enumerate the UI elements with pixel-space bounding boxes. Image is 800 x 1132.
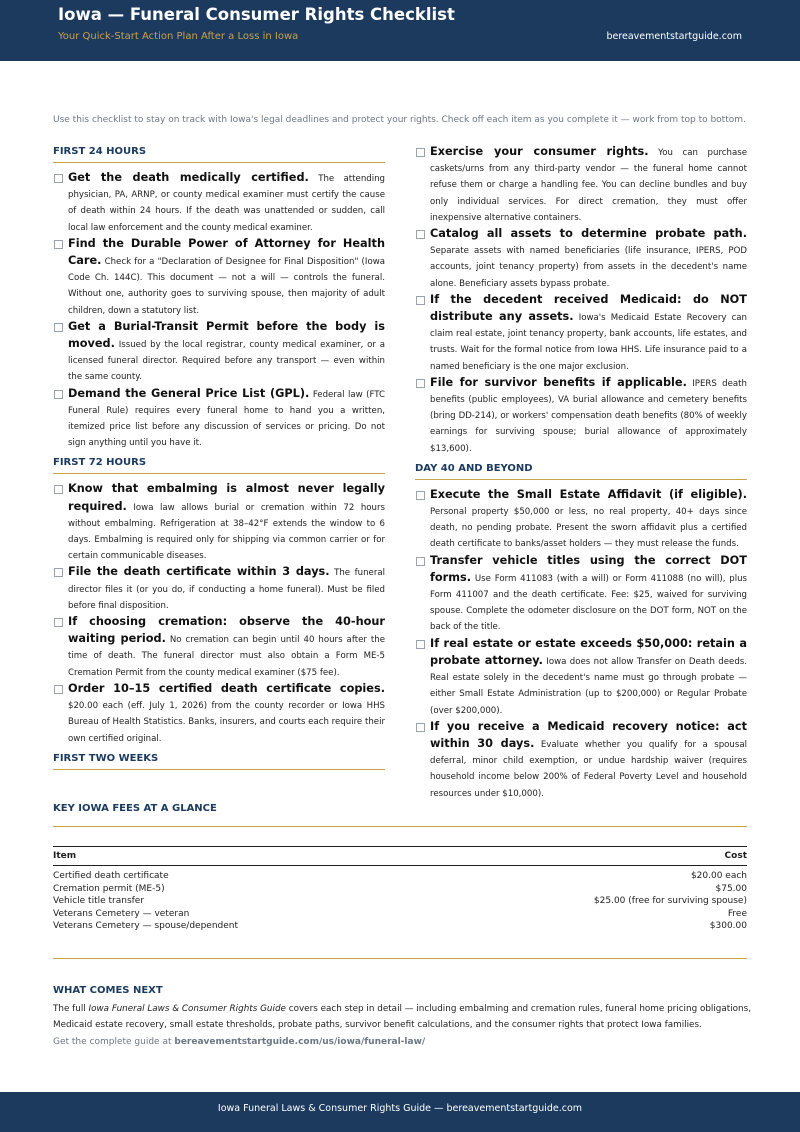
checkbox[interactable] xyxy=(416,640,425,649)
fees-section-title: KEY IOWA FEES AT A GLANCE xyxy=(53,803,217,814)
checklist-item xyxy=(53,170,385,236)
checkbox[interactable] xyxy=(54,485,63,494)
checklist-first-two-weeks xyxy=(415,144,747,457)
next-section-title: WHAT COMES NEXT xyxy=(53,985,163,996)
checklist-item-text: IPERS death benefits (public employees), VA burial allowance and cemetery benefits (bring DD-214), or workers' compensation death benefits (80% of weekly earnings for surviving spouse; burial allowance of approximately $13,600). xyxy=(430,378,747,454)
fees-table-header xyxy=(53,847,747,866)
checkbox[interactable] xyxy=(416,557,425,566)
checkbox[interactable] xyxy=(416,491,425,500)
section-divider xyxy=(53,958,747,959)
checklist-item xyxy=(53,481,385,564)
checklist-item xyxy=(415,636,747,719)
checkbox[interactable] xyxy=(54,685,63,694)
checklist-day-40-and-beyond xyxy=(415,487,747,802)
checklist-item-heading: Execute the Small Estate Affidavit (if eligible). xyxy=(430,487,747,501)
checklist-item-heading: Find the Durable Power of Attorney for Health Care. xyxy=(68,236,385,268)
checklist-item-text: Separate assets with named beneficiaries (life insurance, IPERS, POD accounts, joint tenancy property) from assets in the decedent's name alone. Beneficiary assets bypass probate. xyxy=(430,246,747,289)
fee-cost: $25.00 (free for surviving spouse) xyxy=(593,896,747,906)
checklist-item-heading: If real estate or estate exceeds $50,000: retain a probate attorney. xyxy=(430,636,747,667)
checklist-item xyxy=(415,226,747,292)
checklist-item-heading: If choosing cremation: observe the 40-hour waiting period. xyxy=(68,615,385,646)
footer-bar xyxy=(0,1092,800,1132)
checklist-item-heading: Transfer vehicle titles using the correct DOT forms. xyxy=(430,553,747,584)
checklist-item-text: You can purchase caskets/urns from any third-party vendor — the funeral home cannot refuse them or charge a handling fee. You can decline bundles and buy only individual services. For direct cremation, they must offer inexpensive alternative containers. xyxy=(430,148,747,223)
fee-cost: $300.00 xyxy=(709,921,747,931)
checklist-item xyxy=(415,375,747,457)
section-title-first-72-hours: FIRST 72 HOURS xyxy=(53,457,147,469)
checklist-item xyxy=(53,319,385,386)
checklist-item xyxy=(415,144,747,226)
table-row xyxy=(53,866,747,883)
table-row xyxy=(53,883,747,896)
section-title-first-two-weeks: FIRST TWO WEEKS xyxy=(53,752,159,764)
checklist-item-text: Iowa's Medicaid Estate Recovery can claim real estate, joint tenancy property, bank accounts, life estates, and trusts. Wait for the formal notice from Iowa HHS. Life insurance paid to a named beneficiary is the one major exclusion. xyxy=(430,313,748,372)
checkbox[interactable] xyxy=(54,568,63,577)
checkbox[interactable] xyxy=(416,148,425,157)
fee-cost: $20.00 each xyxy=(690,871,747,881)
checklist-item-heading: Order 10–15 certified death certificate copies. xyxy=(68,681,385,695)
checkbox[interactable] xyxy=(416,230,425,239)
checklist-item-heading: File for survivor benefits if applicable. xyxy=(430,375,687,389)
fees-col-item: Item xyxy=(53,847,433,866)
checklist-item xyxy=(415,719,747,802)
guide-title: Iowa Funeral Laws & Consumer Rights Guide xyxy=(88,1004,286,1014)
checklist-item-text: Iowa law allows burial or cremation within 72 hours without embalming. Refrigeration at 38–42°F extends the window to 6 days. Embalming is required only for shipping via common carrier or for certain communicable diseases. xyxy=(68,502,385,562)
section-divider xyxy=(53,162,385,163)
checklist-item-heading: Get the death medically certified. xyxy=(68,171,309,184)
checklist-item xyxy=(53,564,385,614)
fee-cost: $75.00 xyxy=(715,883,747,894)
checklist-item-heading: If you receive a Medicaid recovery notice: act within 30 days. xyxy=(430,719,747,750)
checkbox[interactable] xyxy=(416,379,425,388)
checklist-item xyxy=(53,386,385,452)
fee-item: Veterans Cemetery — spouse/dependent xyxy=(53,921,239,931)
table-row xyxy=(53,908,747,921)
footer-text: Iowa Funeral Laws & Consumer Rights Guide — bereavementstartguide.com xyxy=(217,1103,583,1114)
checklist-item-text: No cremation can begin until 40 hours after the time of death. The funeral director must also obtain a Form ME-5 Cremation Permit from the county medical examiner ($75 fee). xyxy=(68,635,385,678)
header-site-link[interactable]: bereavementstartguide.com xyxy=(606,31,742,42)
guide-link-prefix: Get the complete guide at xyxy=(53,1037,175,1047)
checklist-item-text: Iowa does not allow Transfer on Death deeds. Real estate solely in the decedent's name must go through probate — either Small Estate Administration (up to $200,000) or Regular Probate (over $200,000). xyxy=(430,656,747,716)
checkbox[interactable] xyxy=(416,723,425,732)
checklist-item-text: The attending physician, PA, ARNP, or county medical examiner must certify the cause of death within 24 hours. If the death was unattended or sudden, call local law enforcement and the county medical examiner. xyxy=(68,174,386,233)
checkbox[interactable] xyxy=(54,390,63,399)
checklist-item xyxy=(53,681,385,747)
checklist-item xyxy=(415,487,747,553)
checklist-item-text: Personal property $50,000 or less, no real property, 40+ days since death, no pending probate. Present the sworn affidavit plus a certified death certificate to banks/asset holders — they must release the funds. xyxy=(430,507,747,550)
checklist-item xyxy=(415,553,747,636)
fees-table xyxy=(53,846,747,933)
fee-item: Vehicle title transfer xyxy=(53,896,145,906)
fee-item: Veterans Cemetery — veteran xyxy=(53,908,190,919)
table-row xyxy=(53,895,747,908)
checklist-item-heading: Demand the General Price List (GPL). xyxy=(68,386,310,400)
left-column xyxy=(53,146,385,777)
section-divider xyxy=(415,479,747,480)
checklist-item-text: Issued by the local registrar, county medical examiner, or a licensed funeral director. Required before any transport — even within the same county. xyxy=(68,340,385,383)
checkbox[interactable] xyxy=(416,296,425,305)
fee-cost: Free xyxy=(727,908,747,919)
page-title: Iowa — Funeral Consumer Rights Checklist xyxy=(58,5,455,24)
checkbox[interactable] xyxy=(54,323,63,332)
next-section-body xyxy=(53,1001,753,1033)
fees-col-cost: Cost xyxy=(433,847,747,866)
checklist-item xyxy=(53,236,385,319)
checklist-item-heading: Exercise your consumer rights. xyxy=(430,145,649,158)
fee-item: Cremation permit (ME-5) xyxy=(53,883,165,894)
next-body-pre: The full xyxy=(53,1004,89,1014)
checklist-first-24-hours xyxy=(53,170,385,451)
guide-link[interactable]: bereavementstartguide.com/us/iowa/funeral-law/ xyxy=(174,1037,426,1047)
section-divider xyxy=(53,473,385,474)
section-divider xyxy=(53,769,385,770)
intro-text: Use this checklist to stay on track with Iowa's legal deadlines and protect your rights. Check off each item as you complete it — work from top to bottom. xyxy=(53,115,746,125)
checklist-item-heading: Know that embalming is almost never legally required. xyxy=(68,482,385,513)
checklist-item xyxy=(53,614,385,681)
checklist-item-text: Check for a "Declaration of Designee for Final Disposition" (Iowa Code Ch. 144C). This document — not a will — controls the funeral. Without one, authority goes to surviving spouse, then majority of adult children, down a statutory list. xyxy=(68,257,386,316)
checklist-item-text: Federal law (FTC Funeral Rule) requires every funeral home to hand you a written, itemized price list before any discussion of services or pricing. Do not sign anything until you have it. xyxy=(68,389,385,449)
checklist-item-heading: If the decedent received Medicaid: do NOT distribute any assets. xyxy=(430,292,747,324)
right-column xyxy=(415,144,747,802)
checklist-item-text: The funeral director files it (or you do, if conducting a home funeral). Must be filed before final disposition. xyxy=(68,568,386,611)
checklist-item-text: Evaluate whether you qualify for a spousal deferral, minor child exemption, or undue hardship waiver (requires household income below 200% of Federal Poverty Level and household resources under $10,000). xyxy=(430,739,748,799)
section-title-day-40-and-beyond: DAY 40 AND BEYOND xyxy=(415,462,533,474)
checklist-item-text: $20.00 each (eff. July 1, 2026) from the county recorder or Iowa HHS Bureau of Health Statistics. Banks, insurers, and courts each require their own certified original. xyxy=(68,701,385,744)
checkbox[interactable] xyxy=(54,240,63,249)
section-divider xyxy=(53,826,747,827)
guide-link-line xyxy=(53,1037,425,1047)
checklist-first-72-hours xyxy=(53,481,385,746)
checklist-item-heading: File the death certificate within 3 days. xyxy=(68,565,330,579)
next-body-post: covers each step in detail — including embalming and cremation rules, funeral home pricing obligations, Medicaid estate recovery, small estate thresholds, probate paths, survivor benefit calculations, and the consumer rights that protect Iowa families. xyxy=(53,1004,752,1030)
checklist-item-heading: Catalog all assets to determine probate path. xyxy=(430,227,747,241)
section-title-first-24-hours: FIRST 24 HOURS xyxy=(53,146,147,157)
checkbox[interactable] xyxy=(54,174,63,183)
fee-item: Certified death certificate xyxy=(53,871,169,881)
checklist-item-text: Use Form 411083 (with a will) or Form 411088 (no will), plus Form 411007 and the death certificate. Fee: $25, waived for surviving spouse. Complete the odometer disclosure on the DOT form, NOT on the back of the title. xyxy=(430,573,748,633)
header-bar xyxy=(0,0,800,61)
page-subtitle: Your Quick-Start Action Plan After a Loss in Iowa xyxy=(58,31,299,42)
checklist-item xyxy=(415,292,747,375)
table-row xyxy=(53,920,747,933)
checklist-item-heading: Get a Burial-Transit Permit before the body is moved. xyxy=(68,319,385,351)
checkbox[interactable] xyxy=(54,618,63,627)
